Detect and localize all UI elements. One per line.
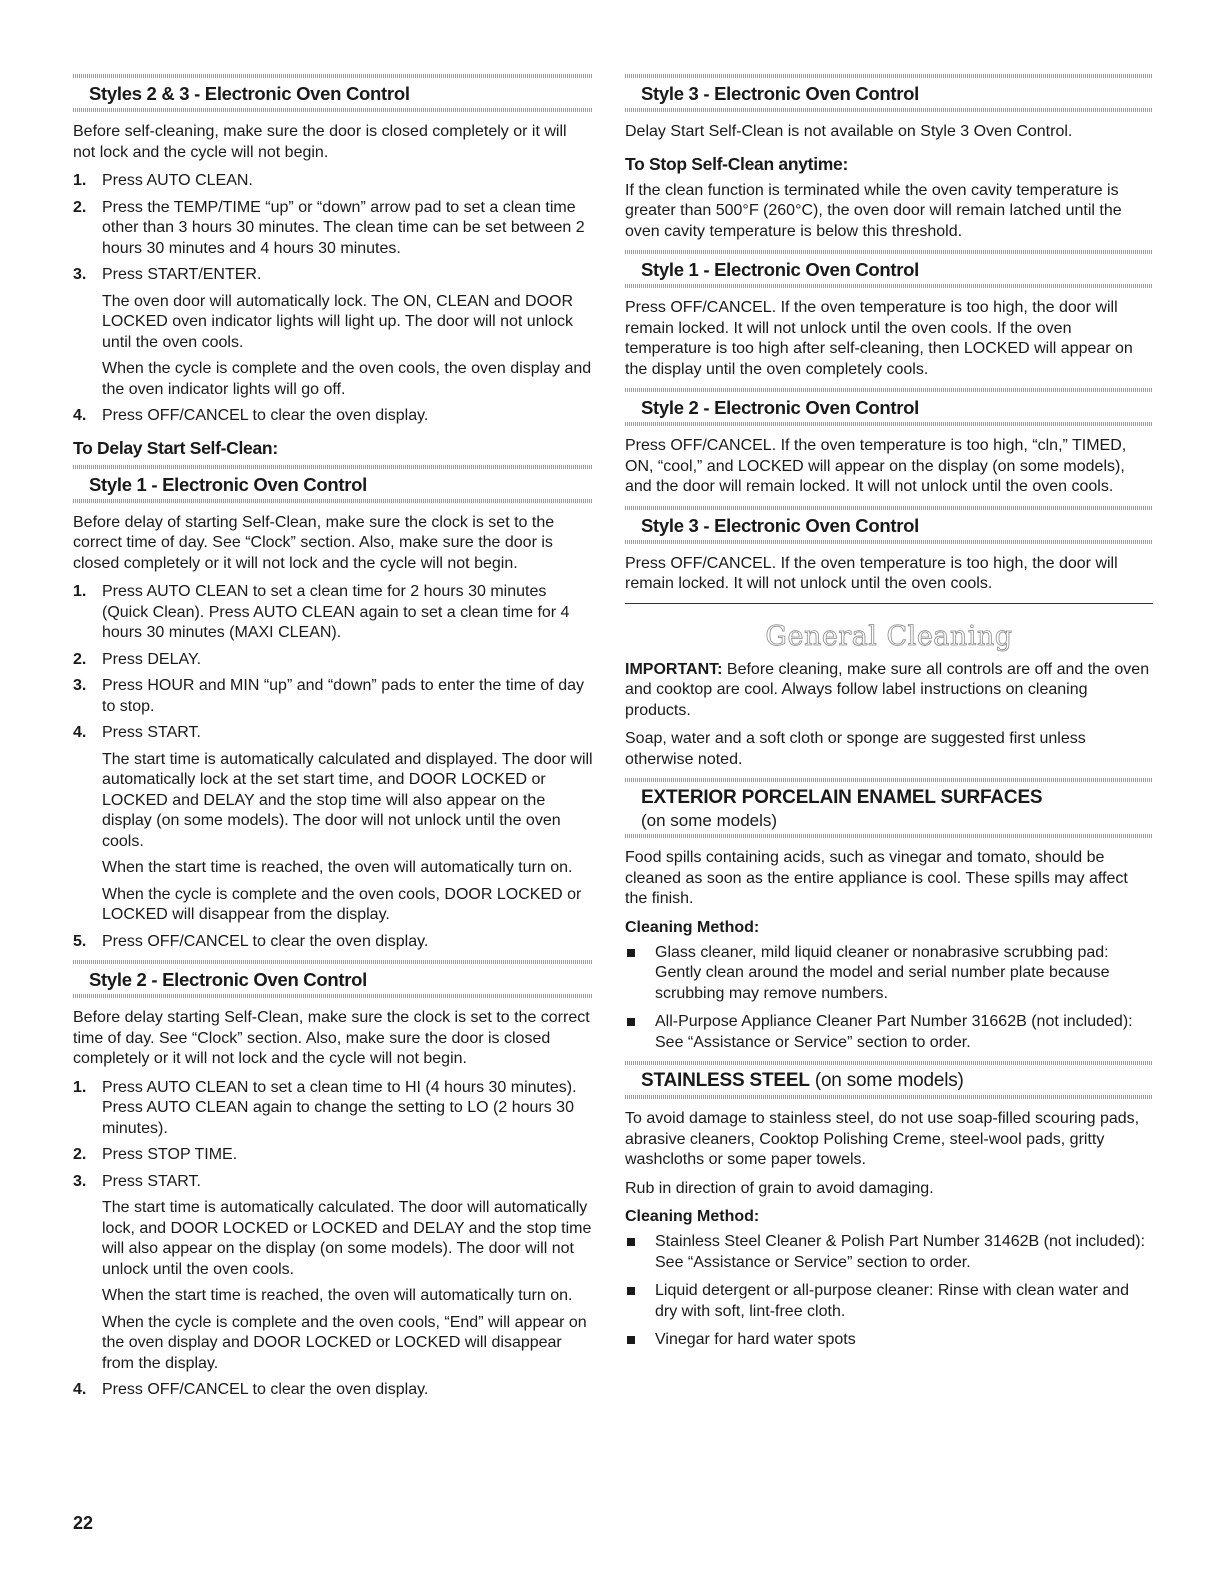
section-title: EXTERIOR PORCELAIN ENAMEL SURFACES [641, 787, 1043, 808]
bullet-square-icon [627, 1018, 635, 1026]
step-item [73, 676, 593, 717]
important-text: Before cleaning, make sure all controls are off and the oven and cooktop are cool. Always follow label instructions on cleaning products. [625, 660, 1150, 719]
section-title: Style 1 - Electronic Oven Control [641, 259, 919, 280]
steps-list [73, 582, 593, 952]
step-number: 2. [73, 198, 87, 216]
step-number: 3. [73, 266, 87, 283]
important-paragraph [625, 660, 1153, 722]
step-note: The oven door will automatically lock. The ON, CLEAN and DOOR LOCKED oven indicator lights will light up. The door will not unlock until the oven cools. [102, 292, 574, 351]
section-header [73, 960, 593, 998]
paragraph: To avoid damage to stainless steel, do not use soap-filled scouring pads, abrasive cleaners, Cooktop Polishing Creme, steel-wool pads, gritty washcloths or some paper towels. [625, 1110, 1140, 1168]
section-header [625, 778, 1153, 838]
step-item [73, 582, 593, 644]
section-title: Style 3 - Electronic Oven Control [641, 514, 919, 536]
step-number: 4. [73, 407, 87, 424]
bullet-item [625, 943, 1153, 1005]
step-item [73, 650, 593, 671]
step-note: When the cycle is complete and the oven cools, the oven display and the oven indicator lights will go off. [102, 360, 592, 398]
step-text: Press DELAY. [102, 650, 202, 668]
bullet-item [625, 1232, 1153, 1273]
step-item [73, 1172, 593, 1375]
step-note: The start time is automatically calculated and displayed. The door will automatically lock at the set start time, and DOOR LOCKED or LOCKED and DELAY and the stop time will also appear on the display (on some models). The door will not unlock until the oven cools. [102, 750, 593, 850]
subheading: To Stop Self-Clean anytime: [625, 153, 848, 174]
bullet-text: Stainless Steel Cleaner & Polish Part Number 31462B (not included): [655, 1233, 1146, 1250]
step-number: 1. [73, 172, 87, 189]
left-column [73, 74, 593, 1409]
step-note: When the start time is reached, the oven will automatically turn on. [102, 1287, 573, 1304]
step-text: Press STOP TIME. [102, 1146, 238, 1163]
section-header [625, 506, 1153, 544]
steps-list [73, 1078, 593, 1401]
step-text: Press the TEMP/TIME “up” or “down” arrow pad to set a clean time other than 3 hours 30 minutes. The clean time can be set between 2 hours 30 minutes and 4 hours 30 minutes. [102, 198, 585, 257]
paragraph: Before delay starting Self-Clean, make sure the clock is set to the correct time of day. See “Clock” section. Also, make sure the door is closed completely or it will not lock and the cycle will not begin. [73, 1009, 590, 1067]
bullet-list [625, 943, 1153, 1054]
step-number: 1. [73, 1078, 87, 1096]
step-text: Press AUTO CLEAN to set a clean time to HI (4 hours 30 minutes). Press AUTO CLEAN again to change the setting to LO (2 hours 30 minutes). [102, 1078, 577, 1137]
step-text: Press AUTO CLEAN. [102, 172, 253, 189]
section-title [641, 1069, 1153, 1093]
section-title: Style 2 - Electronic Oven Control [641, 397, 919, 418]
general-cleaning-title: General Cleaning [765, 620, 1013, 652]
bullet-subtext: See “Assistance or Service” section to order. [655, 1253, 971, 1271]
step-note: The start time is automatically calculated. The door will automatically lock, and DOOR LOCKED or LOCKED and DELAY and the stop time will also appear on the display (on some models). The door will not unlock until the oven cools. [102, 1199, 592, 1278]
steps-list [73, 171, 593, 427]
paragraph: Press OFF/CANCEL. If the oven temperature is too high, “cln,” TIMED, ON, “cool,” and LOCKED will appear on the display (on some models), and the door will remain locked. It will not unlock until the oven cools. [625, 437, 1127, 495]
paragraph: Delay Start Self-Clean is not available on Style 3 Oven Control. [625, 123, 1073, 140]
bullet-item [625, 1330, 1153, 1351]
step-item [73, 1145, 593, 1166]
step-text: Press HOUR and MIN “up” and “down” pads to enter the time of day to stop. [102, 677, 584, 715]
section-title: Styles 2 & 3 - Electronic Oven Control [89, 83, 410, 104]
step-item [73, 1380, 593, 1401]
bullet-item [625, 1012, 1153, 1053]
bullet-text: Liquid detergent or all-purpose cleaner: Rinse with clean water and dry with soft, lint-free cloth. [655, 1282, 1130, 1320]
step-text: Press AUTO CLEAN to set a clean time for 2 hours 30 minutes (Quick Clean). Press AUTO CLEAN again to set a clean time for 4 hours 30 minutes (MAXI CLEAN). [102, 583, 570, 641]
step-number: 4. [73, 724, 87, 741]
paragraph: Press OFF/CANCEL. If the oven temperature is too high, the door will remain locked. It will not unlock until the oven cools. [625, 554, 1118, 592]
step-item [73, 723, 593, 926]
section-title: Style 1 - Electronic Oven Control [89, 473, 367, 495]
bullet-subtext: See “Assistance or Service” section to order. [655, 1033, 971, 1051]
step-item [73, 1078, 593, 1140]
section-subtitle: (on some models) [641, 811, 778, 830]
important-label: IMPORTANT: [625, 660, 723, 678]
paragraph: If the clean function is terminated while the oven cavity temperature is greater than 500°F (260°C), the oven door will remain latched until the oven cavity temperature is below this threshold. [625, 181, 1122, 240]
step-item [73, 932, 593, 953]
paragraph: Before delay of starting Self-Clean, make sure the clock is set to the correct time of day. See “Clock” section. Also, make sure the door is closed completely or it will not lock and the cycle will not begin. [73, 513, 555, 572]
bullet-square-icon [627, 949, 635, 957]
step-text: Press START. [102, 724, 201, 741]
paragraph: Food spills containing acids, such as vinegar and tomato, should be cleaned as soon as the entire appliance is cool. These spills may affect the finish. [625, 849, 1128, 907]
section-header [73, 74, 593, 112]
section-header [625, 250, 1153, 288]
section-title: Style 2 - Electronic Oven Control [89, 969, 367, 990]
section-header [625, 1061, 1153, 1099]
paragraph: Soap, water and a soft cloth or sponge are suggested first unless otherwise noted. [625, 730, 1086, 768]
bullet-square-icon [627, 1238, 635, 1246]
step-note: When the cycle is complete and the oven cools, DOOR LOCKED or LOCKED will disappear from the display. [102, 885, 582, 923]
step-number: 4. [73, 1381, 87, 1398]
step-item [73, 265, 593, 400]
step-note: When the cycle is complete and the oven cools, “End” will appear on the oven display and DOOR LOCKED or LOCKED will disappear from the display. [102, 1313, 587, 1372]
section-header [625, 388, 1153, 426]
paragraph: Press OFF/CANCEL. If the oven temperature is too high, the door will remain locked. It will not unlock until the oven cools. If the oven temperature is too high after self-cleaning, then LOCKED will appear on the display until the oven completely cools. [625, 299, 1133, 378]
section-header [73, 465, 593, 503]
step-text: Press OFF/CANCEL to clear the oven display. [102, 932, 429, 950]
step-number: 2. [73, 1146, 87, 1163]
section-title-light: (on some models) [809, 1070, 964, 1091]
step-number: 2. [73, 650, 87, 668]
paragraph: Rub in direction of grain to avoid damaging. [625, 1179, 934, 1197]
method-label: Cleaning Method: [625, 1208, 760, 1225]
bullet-list [625, 1232, 1153, 1351]
step-item [73, 171, 593, 192]
step-text: Press OFF/CANCEL to clear the oven display. [102, 407, 429, 424]
right-column [625, 74, 1153, 1359]
step-item [73, 406, 593, 427]
step-number: 1. [73, 583, 87, 600]
bullet-text: Glass cleaner, mild liquid cleaner or nonabrasive scrubbing pad: Gently clean around the model and serial number plate because scrubbing may remove numbers. [655, 943, 1110, 1002]
bullet-square-icon [627, 1336, 635, 1344]
page-number: 22 [73, 1513, 94, 1533]
step-number: 5. [73, 932, 87, 950]
method-label: Cleaning Method: [625, 918, 760, 936]
step-number: 3. [73, 1172, 87, 1190]
bullet-square-icon [627, 1287, 635, 1295]
step-note: When the start time is reached, the oven will automatically turn on. [102, 859, 573, 876]
step-number: 3. [73, 677, 87, 694]
divider [625, 603, 1153, 604]
section-header [625, 74, 1153, 112]
subheading: To Delay Start Self-Clean: [73, 437, 278, 458]
section-title-bold: STAINLESS STEEL [641, 1070, 810, 1091]
bullet-text: Vinegar for hard water spots [655, 1331, 856, 1348]
step-item [73, 198, 593, 260]
bullet-item [625, 1281, 1153, 1322]
step-text: Press START. [102, 1172, 201, 1190]
paragraph: Before self-cleaning, make sure the door is closed completely or it will not lock and the cycle will not begin. [73, 123, 567, 161]
section-title: Style 3 - Electronic Oven Control [641, 83, 919, 104]
step-text: Press START/ENTER. [102, 266, 262, 283]
bullet-text: All-Purpose Appliance Cleaner Part Number 31662B (not included): [655, 1013, 1133, 1030]
step-text: Press OFF/CANCEL to clear the oven display. [102, 1381, 429, 1398]
